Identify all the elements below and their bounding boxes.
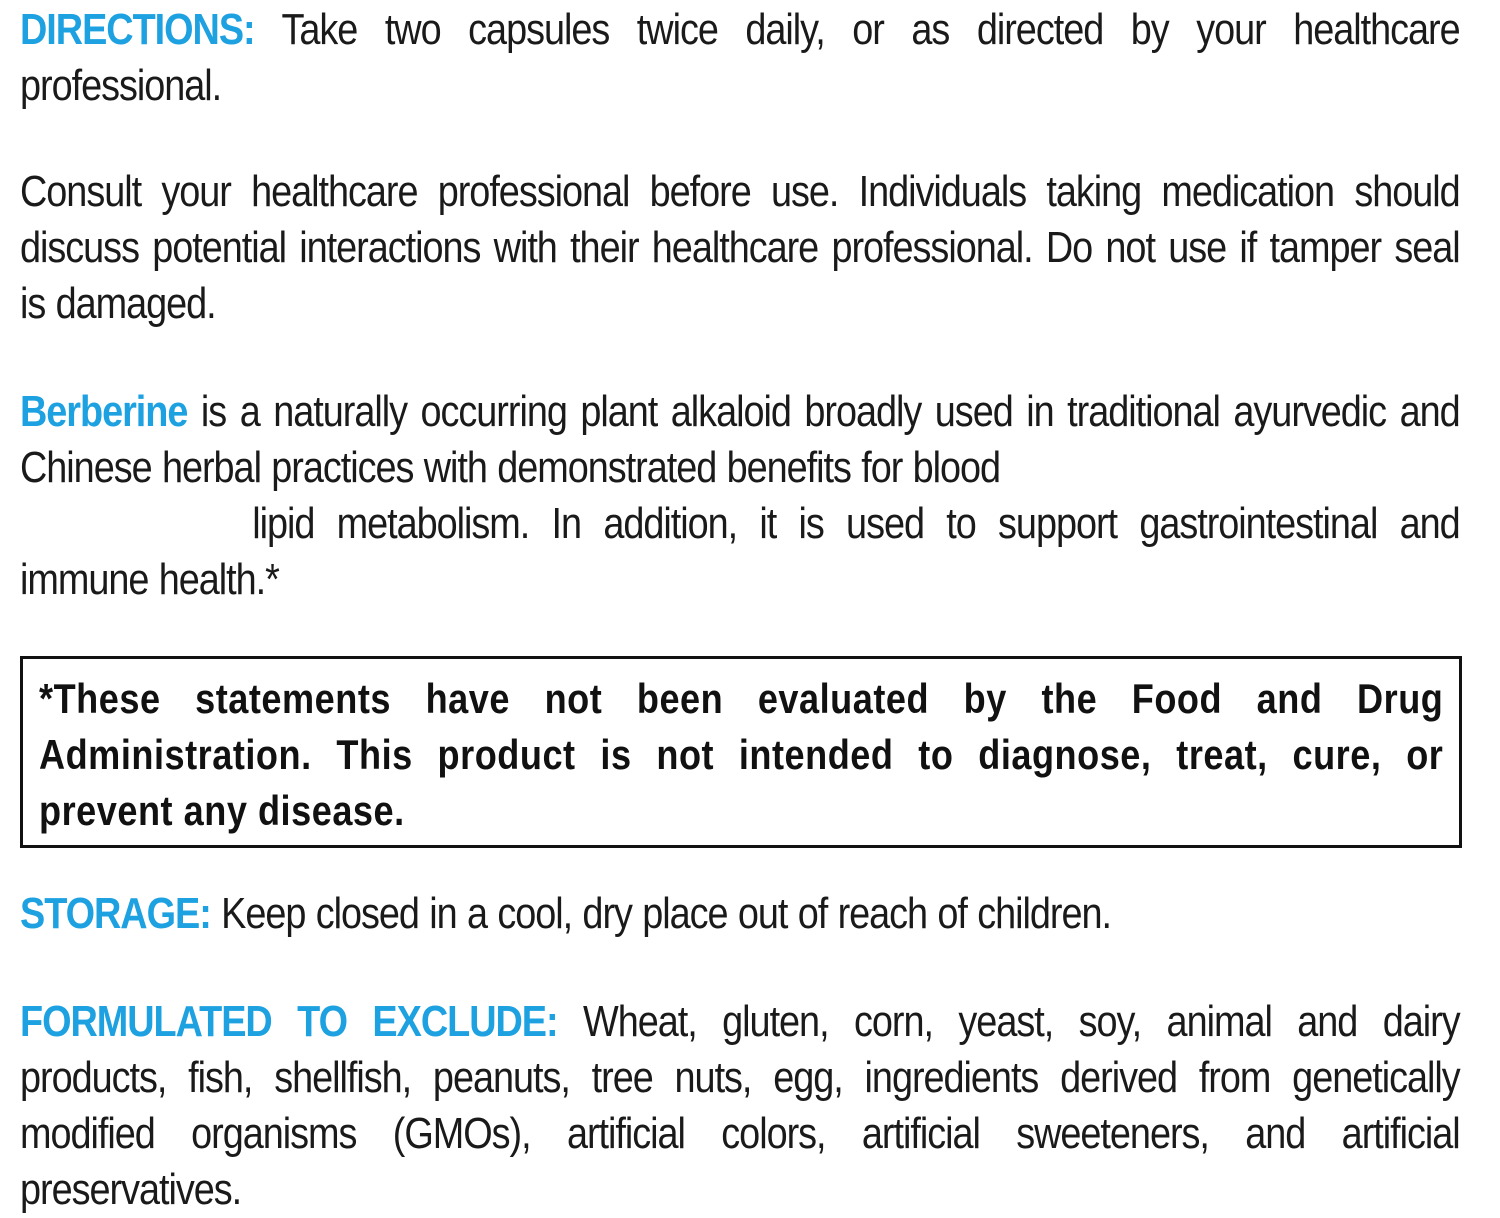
berberine-text-part2: lipid metabolism. In addition, it is used to support gastrointestinal and immune health.* bbox=[20, 499, 1460, 604]
exclusions-paragraph bbox=[20, 994, 1460, 1218]
fda-disclaimer-text: *These statements have not been evaluated by the Food and Drug Administration. This product is not intended to diagnose, treat, cure, or prevent any disease. bbox=[39, 675, 1444, 834]
directions-paragraph bbox=[20, 2, 1460, 114]
directions-heading: DIRECTIONS: bbox=[20, 5, 255, 54]
warning-text: Consult your healthcare professional before use. Individuals taking medication should discuss potential interactions with their healthcare professional. Do not use if tamper seal is damaged. bbox=[20, 167, 1460, 328]
exclusions-text: Wheat, gluten, corn, yeast, soy, animal and dairy products, fish, shellfish, peanuts, tree nuts, egg, ingredients derived from genetically modified organisms (GMOs), artificial colors, artificial sweeteners, and artificial preservatives. bbox=[20, 997, 1460, 1214]
berberine-paragraph bbox=[20, 384, 1460, 608]
storage-text: Keep closed in a cool, dry place out of reach of children. bbox=[210, 889, 1111, 938]
berberine-text-part1: is a naturally occurring plant alkaloid broadly used in traditional ayurvedic and Chinese herbal practices with demonstrated benefits for blood bbox=[20, 387, 1460, 492]
storage-paragraph bbox=[20, 886, 1460, 942]
berberine-name: Berberine bbox=[20, 387, 188, 436]
supplement-label-panel bbox=[20, 0, 1460, 1217]
fda-disclaimer-box bbox=[20, 656, 1462, 848]
warning-paragraph bbox=[20, 164, 1460, 332]
directions-text: Take two capsules twice daily, or as directed by your healthcare professional. bbox=[20, 5, 1460, 110]
storage-heading: STORAGE: bbox=[20, 889, 211, 938]
exclusions-heading: FORMULATED TO EXCLUDE: bbox=[20, 997, 558, 1046]
